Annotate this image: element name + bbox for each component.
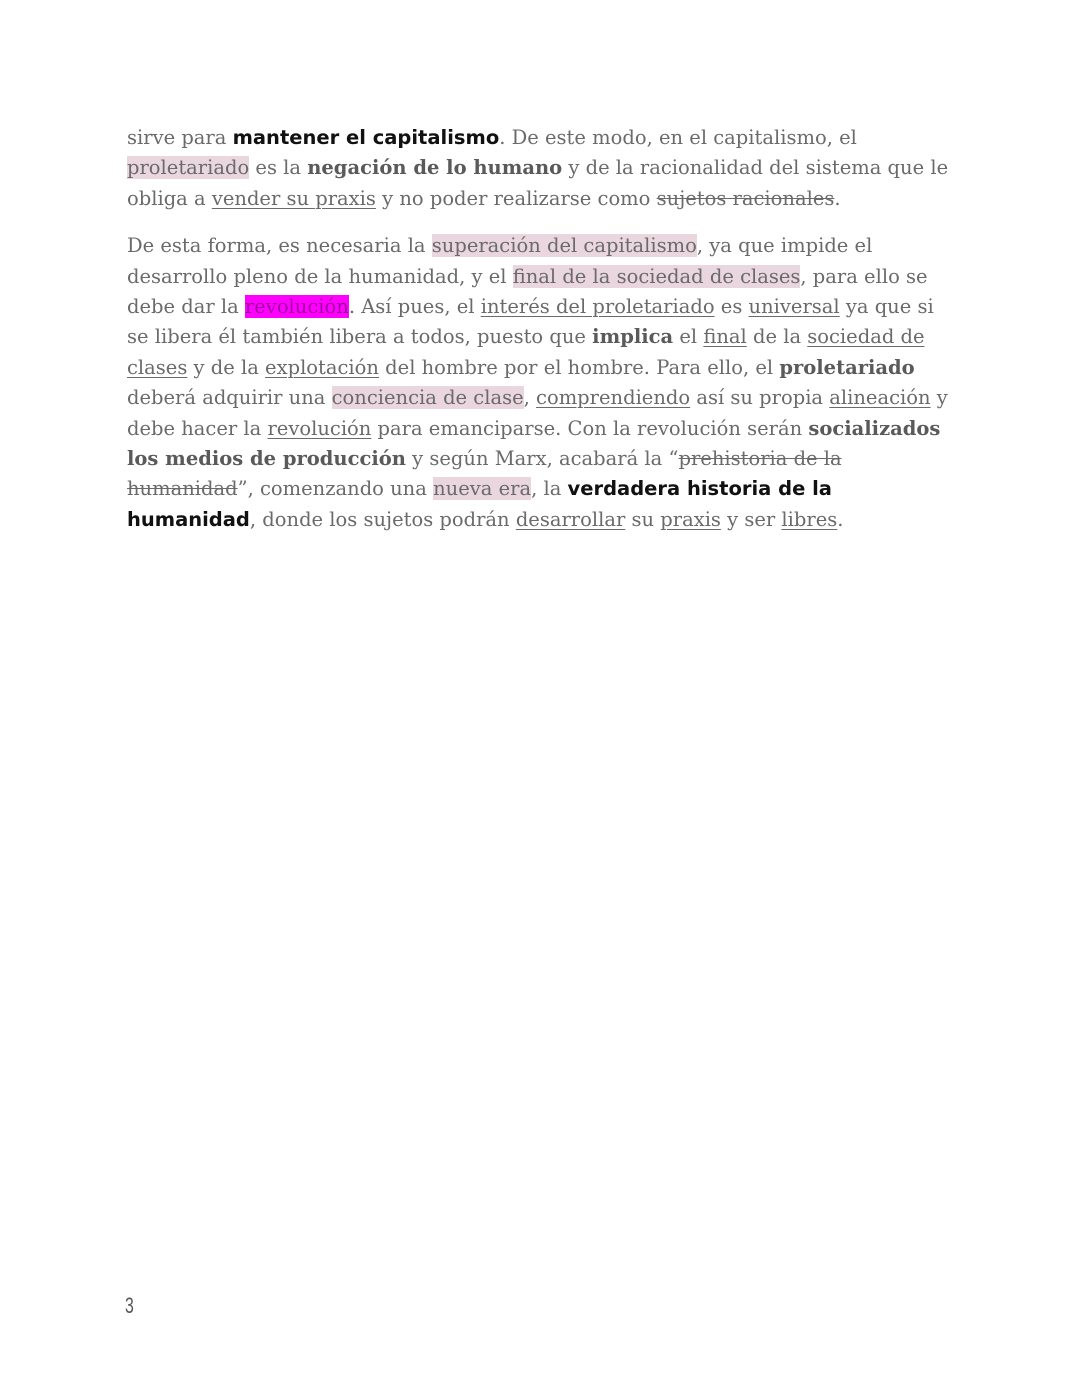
underlined-phrase: desarrollar xyxy=(515,507,626,531)
highlighted-phrase: proletariado xyxy=(127,156,250,180)
underlined-phrase: alineación xyxy=(829,386,931,410)
magenta-highlighted-word: revolución xyxy=(244,295,349,319)
text: así su propia xyxy=(690,386,830,410)
bold-phrase: negación de lo humano xyxy=(307,156,563,180)
underlined-phrase: final xyxy=(703,325,747,349)
text: sirve para xyxy=(127,126,233,149)
underlined-phrase: universal xyxy=(748,295,840,319)
text: su xyxy=(625,507,661,531)
underlined-phrase: revolución xyxy=(267,416,372,440)
highlighted-phrase: nueva era xyxy=(433,477,532,501)
text: , la xyxy=(531,477,568,501)
bold-phrase: mantener el capitalismo xyxy=(232,126,500,149)
bold-phrase: proletariado xyxy=(779,355,915,379)
underlined-phrase: sociedad de clases xyxy=(127,325,925,379)
text: . De este modo, en el capitalismo, el xyxy=(499,126,857,149)
text: ya que si se libera él también libera a todos, puesto que xyxy=(127,295,934,349)
text: y de la racionalidad del sistema que le obliga a xyxy=(127,156,949,210)
text: . Así pues, el xyxy=(348,295,481,319)
bold-phrase: socializados los medios de producción xyxy=(127,416,941,471)
text: . xyxy=(834,186,841,210)
underlined-phrase: comprendiendo xyxy=(536,386,691,410)
underlined-phrase: vender su praxis xyxy=(211,186,376,210)
text: y según Marx, acabará la “ xyxy=(405,447,679,471)
text: , para ello se debe dar la xyxy=(127,264,928,319)
text: y ser xyxy=(720,507,782,531)
highlighted-phrase: superación del capitalismo xyxy=(431,234,697,258)
text: deberá adquirir una xyxy=(127,386,332,410)
text: del hombre por el hombre. Para ello, el xyxy=(378,355,780,379)
text: para emanciparse. Con la revolución serán xyxy=(371,416,809,440)
bold-phrase: verdadera historia de la humanidad xyxy=(127,477,832,531)
text: es xyxy=(714,295,749,319)
paragraph-1 xyxy=(127,123,957,214)
strikethrough-phrase: prehistoria de la humanidad xyxy=(127,447,842,501)
text: y debe hacer la xyxy=(127,386,948,440)
underlined-phrase: libres xyxy=(781,507,838,531)
text: de la xyxy=(746,325,808,349)
strikethrough-phrase: sujetos racionales xyxy=(656,186,835,210)
text: De esta forma, es necesaria la xyxy=(127,234,432,258)
page-number: 3 xyxy=(125,1293,134,1318)
highlighted-phrase: conciencia de clase xyxy=(331,386,524,410)
text: , xyxy=(523,386,537,410)
text: , donde los sujetos podrán xyxy=(249,507,516,531)
text: . xyxy=(837,507,844,531)
text: el xyxy=(673,325,704,349)
paragraph-2 xyxy=(127,231,957,535)
document-body xyxy=(127,123,957,552)
underlined-phrase: praxis xyxy=(660,507,721,531)
text: y no poder realizarse como xyxy=(375,186,657,210)
text: , ya que impide el desarrollo pleno de la humanidad, y el xyxy=(127,234,873,288)
underlined-phrase: explotación xyxy=(265,355,379,379)
text: es la xyxy=(249,156,308,180)
underlined-phrase: interés del proletariado xyxy=(480,295,715,319)
bold-phrase: implica xyxy=(592,325,674,349)
text: y de la xyxy=(187,355,266,379)
text: ”, comenzando una xyxy=(237,477,434,501)
highlighted-phrase: final de la sociedad de clases xyxy=(512,264,801,288)
